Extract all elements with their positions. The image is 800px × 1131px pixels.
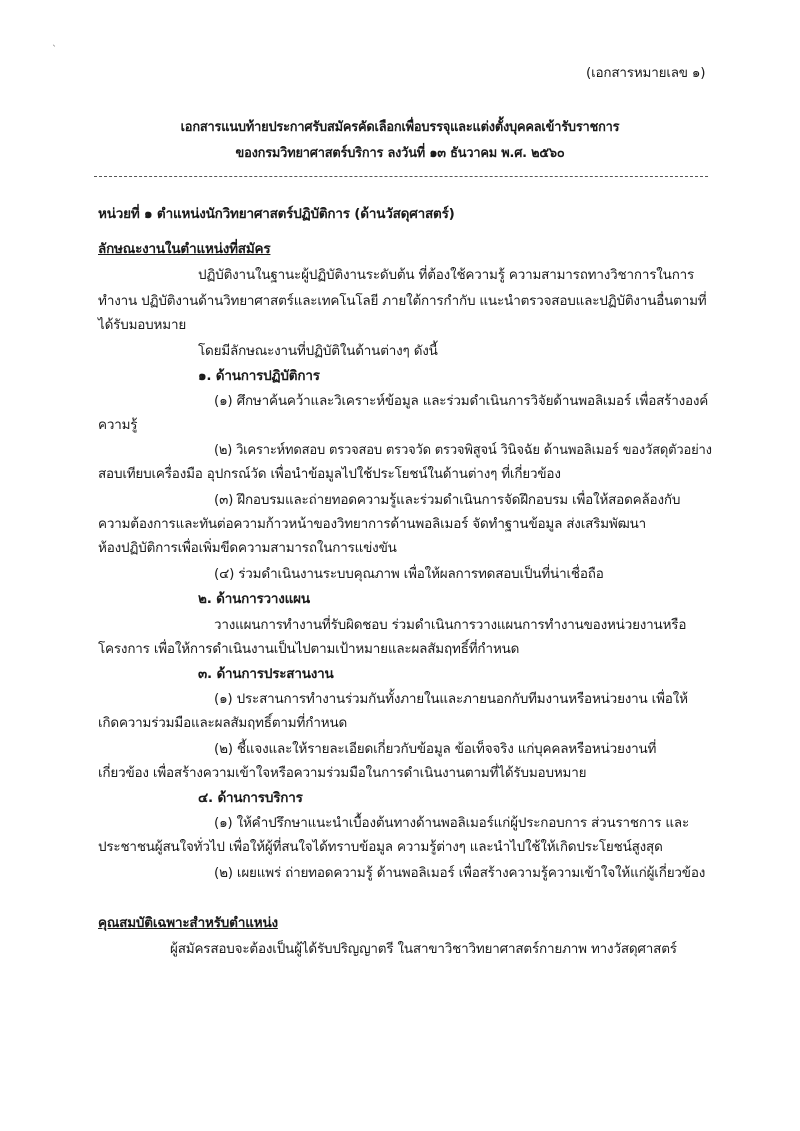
area-title: ๑. ด้านการปฏิบัติการ: [198, 368, 320, 384]
area-item-line: ห้องปฏิบัติการเพื่อเพิ่มขีดความสามารถในการแข่งขัน: [98, 540, 397, 556]
job-intro-line: ได้รับมอบหมาย: [98, 317, 187, 333]
area-title: ๒. ด้านการวางแผน: [198, 591, 310, 607]
area-item-line: เกิดความร่วมมือและผลสัมฤทธิ์ตามที่กำหนด: [98, 715, 348, 731]
qualification-heading: คุณสมบัติเฉพาะสำหรับตำแหน่ง: [98, 915, 278, 931]
job-intro-line: ปฏิบัติงานในฐานะผู้ปฏิบัติงานระดับต้น ที่ต้องใช้ความรู้ ความสามารถทางวิชาการในการ: [198, 267, 695, 283]
job-section-heading: ลักษณะงานในตำแหน่งที่สมัคร: [98, 241, 271, 257]
area-title: ๓. ด้านการประสานงาน: [198, 666, 334, 682]
job-intro-line: ทำงาน ปฏิบัติงานด้านวิทยาศาสตร์และเทคโนโลยี ภายใต้การกำกับ แนะนำตรวจสอบและปฏิบัติงานอื่นตามที่: [98, 293, 707, 309]
document-title-line-2: ของกรมวิทยาศาสตร์บริการ ลงวันที่ ๑๓ ธันวาคม พ.ศ. ๒๕๖๐: [235, 145, 565, 161]
area-item-line: โครงการ เพื่อให้การดำเนินงานเป็นไปตามเป้าหมายและผลสัมฤทธิ์ที่กำหนด: [98, 641, 520, 657]
area-item-line: (๑) ศึกษาค้นคว้าและวิเคราะห์ข้อมูล และร่วมดำเนินการวิจัยด้านพอลิเมอร์ เพื่อสร้างองค์: [214, 393, 709, 409]
area-item-line: (๑) ประสานการทำงานร่วมกันทั้งภายในและภายนอกกับทีมงานหรือหน่วยงาน เพื่อให้: [214, 691, 688, 707]
area-item-line: วางแผนการทำงานที่รับผิดชอบ ร่วมดำเนินการวางแผนการทำงานของหน่วยงานหรือ: [214, 617, 687, 633]
document-title-line-1: เอกสารแนบท้ายประกาศรับสมัครคัดเลือกเพื่อบรรจุและแต่งตั้งบุคคลเข้ารับราชการ: [180, 119, 620, 135]
area-item-line: เกี่ยวข้อง เพื่อสร้างความเข้าใจหรือความร่วมมือในการดำเนินงานตามที่ได้รับมอบหมาย: [98, 765, 587, 781]
area-item-line: ความรู้: [98, 417, 138, 433]
area-item-line: (๒) เผยแพร่ ถ่ายทอดความรู้ ด้านพอลิเมอร์ เพื่อสร้างความรู้ความเข้าใจให้แก่ผู้เกี่ยวข้อง: [214, 865, 706, 881]
area-item-line: (๔) ร่วมดำเนินงานระบบคุณภาพ เพื่อให้ผลการทดสอบเป็นที่น่าเชื่อถือ: [214, 566, 604, 582]
area-item-line: (๒) วิเคราะห์ทดสอบ ตรวจสอบ ตรวจวัด ตรวจพิสูจน์ วินิจฉัย ด้านพอลิเมอร์ ของวัสดุตัวอย่าง: [214, 442, 712, 458]
qualification-text: ผู้สมัครสอบจะต้องเป็นผู้ได้รับปริญญาตรี ในสาขาวิชาวิทยาศาสตร์กายภาพ ทางวัสดุศาสตร์: [170, 941, 677, 957]
document-reference: (เอกสารหมายเลข ๑): [586, 65, 706, 81]
area-item-line: ความต้องการและทันต่อความก้าวหน้าของวิทยาการด้านพอลิเมอร์ จัดทำฐานข้อมูล ส่งเสริมพัฒนา: [98, 516, 646, 532]
area-title: ๔. ด้านการบริการ: [198, 790, 303, 806]
area-item-line: (๒) ชี้แจงและให้รายละเอียดเกี่ยวกับข้อมูล ข้อเท็จจริง แก่บุคคลหรือหน่วยงานที่: [214, 741, 657, 757]
area-item-line: ประชาชนผู้สนใจทั่วไป เพื่อให้ผู้ที่สนใจได้ทราบข้อมูล ความรู้ต่างๆ และนำไปใช้ให้เกิดประโยชน์สูงสุด: [98, 839, 663, 855]
area-item-line: (๑) ให้คำปรึกษาแนะนำเบื้องต้นทางด้านพอลิเมอร์แก่ผู้ประกอบการ ส่วนราชการ และ: [214, 815, 690, 831]
area-item-line: สอบเทียบเครื่องมือ อุปกรณ์วัด เพื่อนำข้อมูลไปใช้ประโยชน์ในด้านต่างๆ ที่เกี่ยวข้อง: [98, 466, 561, 482]
job-lead-text: โดยมีลักษณะงานที่ปฏิบัติในด้านต่างๆ ดังนี้: [198, 343, 438, 359]
scan-speck: ˎ: [52, 36, 57, 47]
unit-heading: หน่วยที่ ๑ ตำแหน่งนักวิทยาศาสตร์ปฏิบัติการ (ด้านวัสดุศาสตร์): [98, 206, 455, 222]
title-divider: [94, 176, 708, 177]
area-item-line: (๓) ฝึกอบรมและถ่ายทอดความรู้และร่วมดำเนินการจัดฝึกอบรม เพื่อให้สอดคล้องกับ: [214, 492, 681, 508]
